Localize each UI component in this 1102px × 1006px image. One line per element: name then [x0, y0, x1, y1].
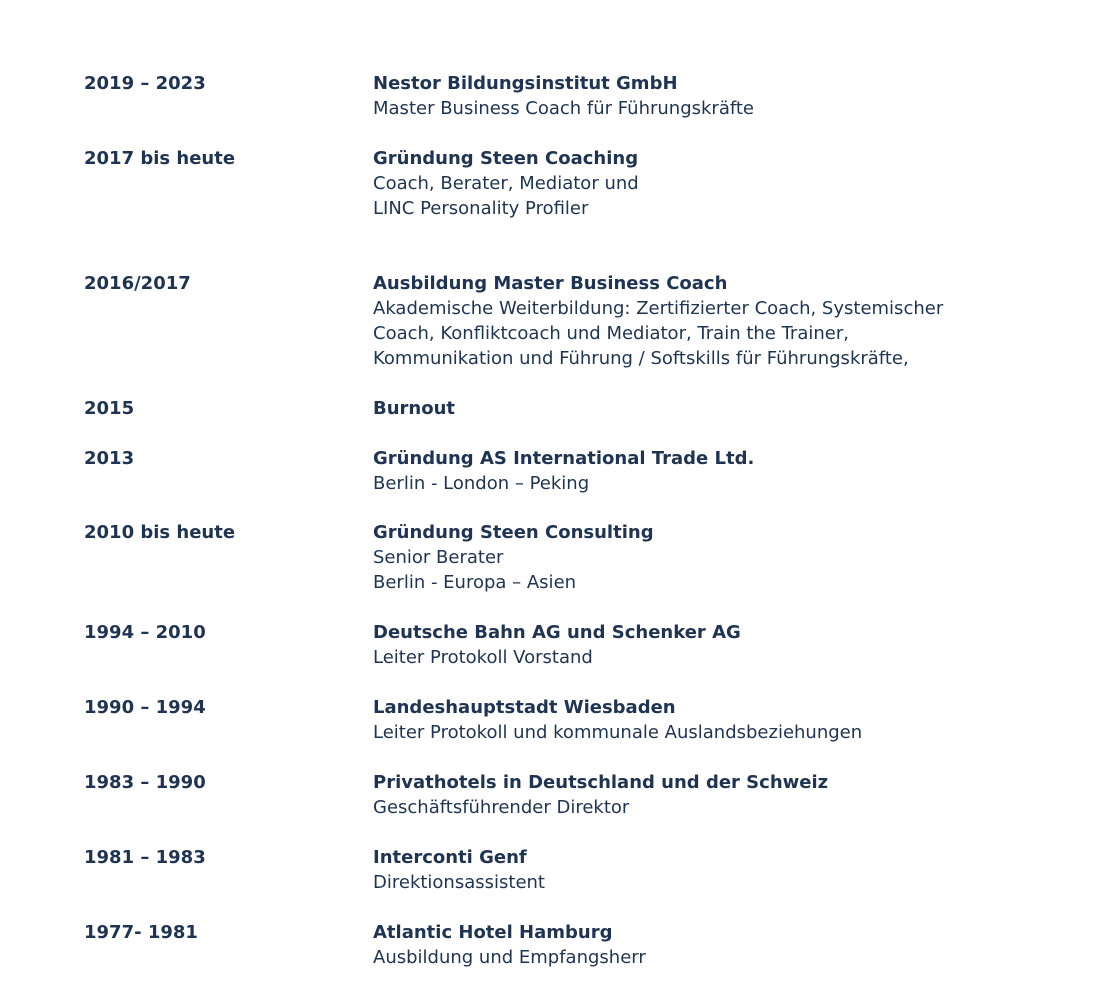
entry-title: Atlantic Hotel Hamburg [373, 922, 613, 943]
entry-line: Coach, Konfliktcoach und Mediator, Train the Trainer, [373, 323, 849, 344]
entry-line: Senior Berater [373, 547, 504, 568]
entry-period: 2013 [84, 448, 135, 469]
entry-content [373, 146, 1073, 221]
entry-period: 1990 – 1994 [84, 697, 206, 718]
entry-title: Gründung Steen Coaching [373, 148, 639, 169]
entry-content [373, 620, 1073, 670]
entry-line: Leiter Protokoll Vorstand [373, 647, 593, 668]
entry-line: Geschäftsführender Direktor [373, 797, 630, 818]
entry-content [373, 396, 1073, 421]
entry-period: 2019 – 2023 [84, 73, 206, 94]
entry-period: 1994 – 2010 [84, 622, 206, 643]
entry-title: Burnout [373, 398, 456, 419]
entry-line: Berlin - Europa – Asien [373, 572, 577, 593]
entry-line: Akademische Weiterbildung: Zertifizierter Coach, Systemischer [373, 298, 944, 319]
entry-line: LINC Personality Profiler [373, 198, 589, 219]
entry-line: Master Business Coach für Führungskräfte [373, 98, 755, 119]
entry-line: Direktionsassistent [373, 872, 545, 893]
entry-content [373, 446, 1073, 496]
entry-content [373, 695, 1073, 745]
entry-title: Gründung AS International Trade Ltd. [373, 448, 755, 469]
entry-content [373, 520, 1073, 595]
entry-title: Landeshauptstadt Wiesbaden [373, 697, 676, 718]
entry-line: Kommunikation und Führung / Softskills für Führungskräfte, [373, 348, 909, 369]
entry-title: Gründung Steen Consulting [373, 522, 654, 543]
entry-period: 1981 – 1983 [84, 847, 206, 868]
entry-content [373, 271, 1073, 371]
entry-title: Ausbildung Master Business Coach [373, 273, 728, 294]
entry-title: Nestor Bildungsinstitut GmbH [373, 73, 678, 94]
entry-line: Leiter Protokoll und kommunale Auslandsbeziehungen [373, 722, 863, 743]
entry-content [373, 71, 1073, 121]
entry-line: Berlin - London – Peking [373, 473, 590, 494]
entry-period: 2017 bis heute [84, 148, 236, 169]
entry-content [373, 845, 1073, 895]
entry-title: Deutsche Bahn AG und Schenker AG [373, 622, 741, 643]
entry-line: Ausbildung und Empfangsherr [373, 947, 646, 968]
entry-period: 2016/2017 [84, 273, 191, 294]
entry-line: Coach, Berater, Mediator und [373, 173, 639, 194]
entry-period: 2010 bis heute [84, 522, 236, 543]
entry-period: 2015 [84, 398, 135, 419]
entry-content [373, 770, 1073, 820]
entry-period: 1977- 1981 [84, 922, 198, 943]
entry-title: Interconti Genf [373, 847, 527, 868]
entry-content [373, 920, 1073, 970]
entry-period: 1983 – 1990 [84, 772, 206, 793]
entry-title: Privathotels in Deutschland und der Schweiz [373, 772, 829, 793]
